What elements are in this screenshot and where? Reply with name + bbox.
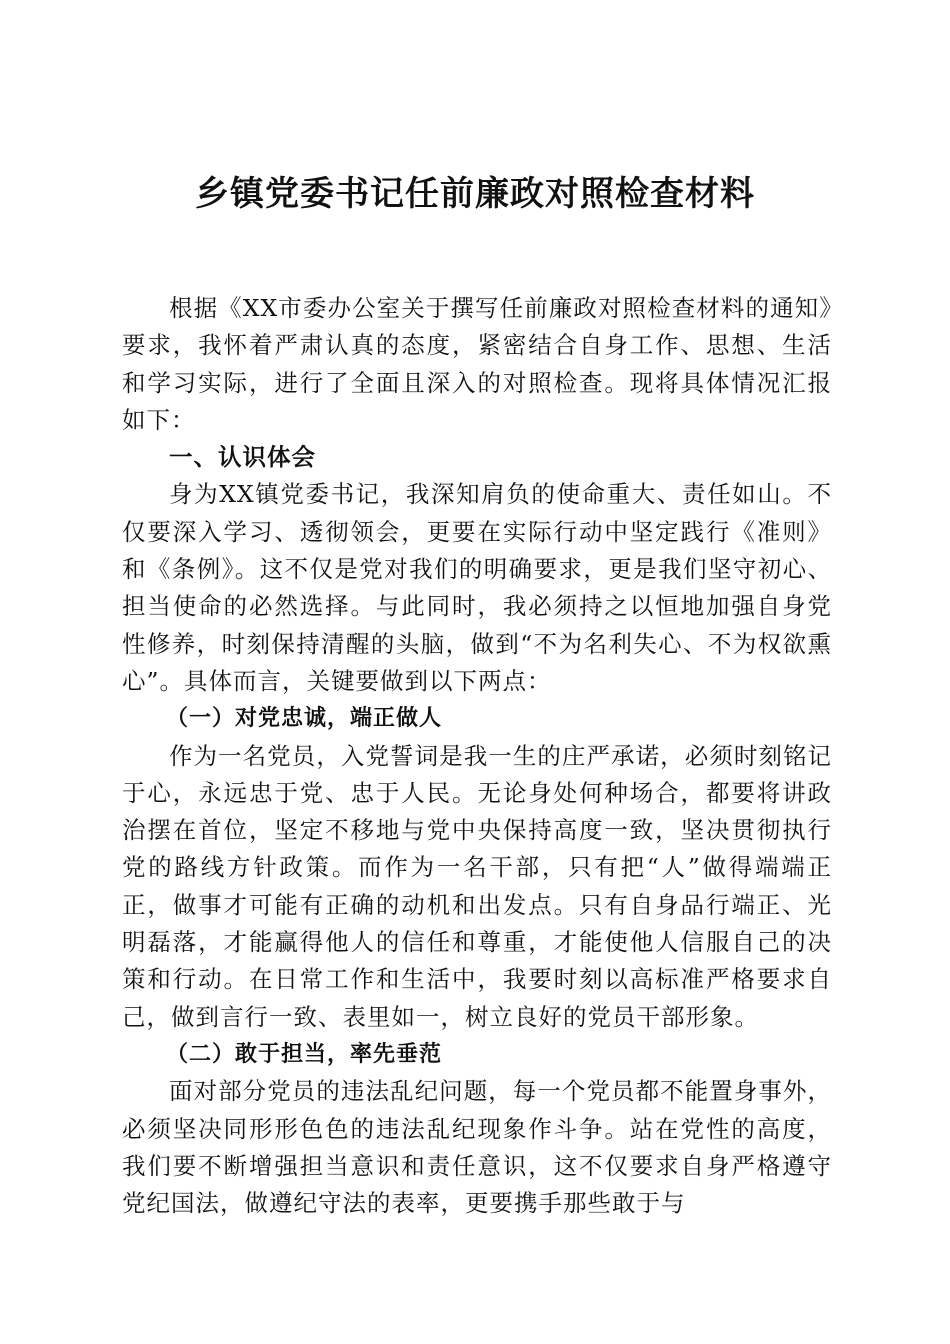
document-body [122, 290, 832, 1222]
section-heading: 一、认识体会 [169, 443, 316, 472]
intro-paragraph: 根据《XX市委办公室关于撰写任前廉政对照检查材料的通知》要求，我怀着严肃认真的态度，紧密结合自身工作、思想、生活和学习实际，进行了全面且深入的对照检查。现将具体情况汇报如下： [122, 294, 832, 434]
subsection-heading-2: （二）敢于担当，率先垂范 [166, 1040, 443, 1067]
subsection-paragraph-2: 面对部分党员的违法乱纪问题，每一个党员都不能置身事外，必须坚决同形形色色的违法乱纪现象作斗争。站在党性的高度，我们要不断增强担当意识和责任意识，这不仅要求自身严格遵守党纪国法，做遵纪守法的表率，更要携手那些敢于与 [122, 1077, 832, 1218]
subsection-paragraph-1: 作为一名党员，入党誓词是我一生的庄严承诺，必须时刻铭记于心，永远忠于党、忠于人民。无论身处何种场合，都要将讲政治摆在首位，坚定不移地与党中央保持高度一致，坚决贯彻执行党的路线方针政策。而作为一名干部，只有把“人”做得端端正正，做事才可能有正确的动机和出发点。只有自身品行端正、光明磊落，才能赢得他人的信任和尊重，才能使他人信服自己的决策和行动。在日常工作和生活中，我要时刻以高标准严格要求自己，做到言行一致、表里如一，树立良好的党员干部形象。 [122, 741, 832, 1031]
document-title: 乡镇党委书记任前廉政对照检查材料 [195, 174, 755, 214]
section-paragraph: 身为XX镇党委书记，我深知肩负的使命重大、责任如山。不仅要深入学习、透彻领会，更要在实际行动中坚定践行《准则》和《条例》。这不仅是党对我们的明确要求，更是我们坚守初心、担当使命的必然选择。与此同时，我必须持之以恒地加强自身党性修养，时刻保持清醒的头脑，做到“不为名利失心、不为权欲熏心”。具体而言，关键要做到以下两点： [122, 480, 832, 695]
subsection-heading-1: （一）对党忠诚，端正做人 [166, 705, 443, 732]
